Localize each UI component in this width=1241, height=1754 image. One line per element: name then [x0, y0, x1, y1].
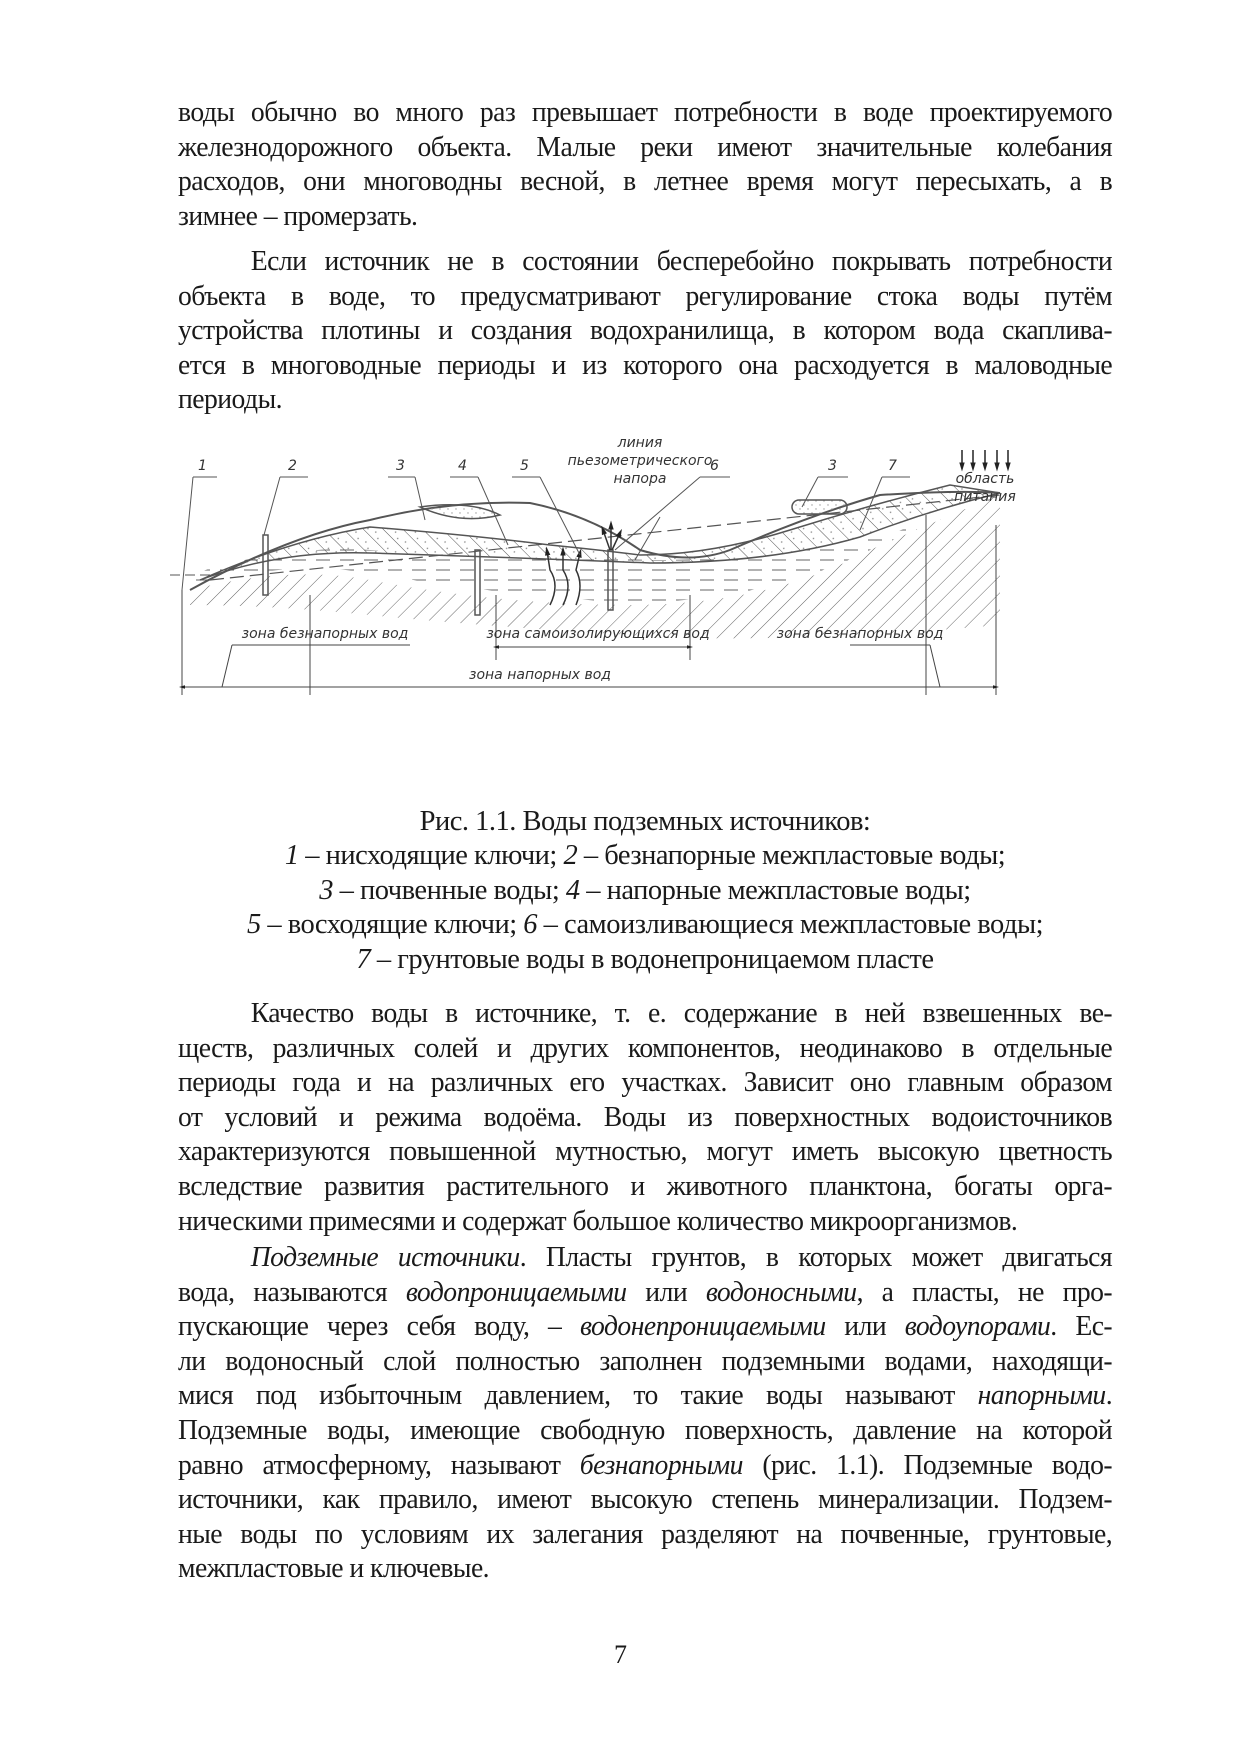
text-line: зимнее – промерзать.	[178, 200, 418, 232]
caption-text-2: – безнапорные межпластовые воды;	[577, 840, 1006, 872]
text-line: Качество воды в источнике, т. е. содержание в ней взвешенных ве-	[250, 998, 1113, 1029]
caption-title: Рис. 1.1. Воды подземных источников:	[419, 806, 871, 837]
recharge-arrows-icon	[962, 450, 1008, 467]
caption-num-4: 4	[565, 874, 580, 906]
text-line: ническими примесями и содержат большое количество микроорганизмов.	[178, 1205, 1018, 1237]
caption-text-1: – нисходящие ключи;	[298, 840, 564, 872]
caption-text-6: – самоизливающиеся межпластовые воды;	[537, 909, 1044, 941]
figure-caption	[178, 805, 1112, 977]
text-line: Если источник не в состоянии бесперебойно покрывать потребности	[250, 246, 1113, 277]
caption-line-1	[178, 839, 1112, 873]
text-line	[178, 1552, 1112, 1587]
callout-4: 4	[458, 458, 467, 474]
piezometric-label-2: пьезометрического	[567, 453, 713, 469]
text-line	[178, 1345, 1112, 1380]
recharge-label-1: область	[955, 471, 1015, 487]
recharge-label-2: питания	[954, 489, 1016, 505]
paragraph-2	[178, 245, 1112, 418]
caption-text-4: – напорные межпластовые воды;	[579, 874, 971, 906]
piezometric-label-3: напора	[613, 471, 667, 487]
text-line	[178, 1276, 1112, 1311]
text-line: объекта в воде, то предусматривают регулирование стока воды путём	[178, 280, 1113, 312]
text-run: ли водоносный слой полностью заполнен подземными водами, находящи-	[178, 1345, 1113, 1377]
text-run: . Ес-	[1050, 1311, 1113, 1343]
zone-unconfined-left: зона безнапорных вод	[241, 626, 409, 642]
piezometric-label-1: линия	[617, 435, 663, 451]
caption-num-5: 5	[246, 909, 261, 941]
text-run: . Пласты грунтов, в которых может двигаться	[519, 1242, 1113, 1273]
caption-line-4	[178, 943, 1112, 977]
text-line: устройства плотины и создания водохранилища, в котором вода скаплива-	[178, 315, 1113, 347]
caption-num-3: 3	[319, 874, 334, 906]
emphasized-term: безнапорными	[579, 1449, 743, 1481]
text-line: от условий и режима водоёма. Воды из поверхностных водоисточников	[178, 1101, 1113, 1133]
zone-unconfined-right: зона безнапорных вод	[776, 626, 944, 642]
text-run: источники, как правило, имеют высокую степень минерализации. Подзем-	[178, 1484, 1113, 1516]
callout-5: 5	[520, 458, 529, 474]
paragraph-1	[178, 96, 1112, 234]
text-line	[178, 1483, 1112, 1518]
emphasized-term: водопроницаемыми	[405, 1276, 627, 1308]
text-line: периоды.	[178, 384, 283, 416]
text-run: .	[1105, 1380, 1113, 1412]
zone-confined: зона напорных вод	[469, 667, 611, 683]
caption-text-5: – восходящие ключи;	[260, 909, 524, 941]
text-run: мися под избыточным давлением, то такие воды называют	[178, 1380, 978, 1412]
figure-groundwater-diagram	[170, 435, 1115, 775]
text-line: железнодорожного объекта. Малые реки имеют значительные колебания	[178, 131, 1113, 163]
text-run: вода, называются	[178, 1276, 406, 1308]
text-run: (рис. 1.1). Подземные водо-	[742, 1449, 1113, 1481]
callout-6: 6	[710, 458, 719, 474]
text-line: вследствие развития растительного и животного планктона, богаты орга-	[178, 1170, 1113, 1202]
caption-text-7: – грунтовые воды в водонепроницаемом пласте	[370, 943, 934, 975]
zone-self-isolating: зона самоизолирующихся вод	[486, 626, 710, 642]
emphasized-term: водоносными	[705, 1276, 857, 1308]
text-line: воды обычно во много раз превышает потребности в воде проектируемого	[178, 97, 1113, 128]
text-line: периоды года и на различных его участках. Зависит оно главным образом	[178, 1067, 1113, 1099]
text-line: ется в многоводные периоды и из которого она расходуется в маловодные	[178, 349, 1113, 381]
caption-line-3	[178, 908, 1112, 942]
text-line	[178, 1449, 1112, 1484]
text-line	[178, 1241, 1112, 1276]
caption-num-7: 7	[356, 943, 371, 975]
text-run: или	[626, 1276, 706, 1308]
text-run: , а пласты, не про-	[856, 1276, 1113, 1308]
page-number: 7	[614, 1640, 627, 1669]
emphasized-term: водонепроницаемыми	[579, 1311, 826, 1343]
text-line: расходов, они многоводны весной, в летнее время могут пересыхать, а в	[178, 166, 1113, 198]
paragraph-3	[178, 997, 1112, 1239]
text-line	[178, 1414, 1112, 1449]
text-run: равно атмосферному, называют	[178, 1449, 580, 1481]
text-line: ществ, различных солей и других компонентов, неодинаково в отдельные	[178, 1032, 1113, 1064]
text-line	[178, 1379, 1112, 1414]
text-line	[178, 1518, 1112, 1553]
callout-numbers	[198, 458, 897, 474]
caption-line-2	[178, 874, 1112, 908]
caption-num-1: 1	[284, 840, 299, 872]
caption-text-3: – почвенные воды;	[333, 874, 566, 906]
soil-water-lens-left	[420, 505, 500, 519]
emphasized-term: напорными	[977, 1380, 1106, 1412]
callout-3: 3	[396, 458, 405, 474]
text-line	[178, 1310, 1112, 1345]
text-run: Подземные воды, имеющие свободную поверхность, давление на которой	[178, 1414, 1113, 1446]
text-run: пускающие через себя воду, –	[178, 1311, 580, 1343]
text-line: характеризуются повышенной мутностью, могут иметь высокую цветность	[178, 1136, 1113, 1168]
emphasized-term: водоупорами	[904, 1311, 1051, 1343]
caption-num-2: 2	[563, 840, 578, 872]
callout-7: 7	[888, 458, 897, 474]
text-run: или	[825, 1311, 905, 1343]
callout-2: 2	[288, 458, 297, 474]
text-run: межпластовые и ключевые.	[178, 1553, 490, 1585]
paragraph-4	[178, 1241, 1112, 1587]
emphasized-term: Подземные источники	[250, 1242, 520, 1273]
callout-1: 1	[198, 458, 207, 474]
caption-num-6: 6	[523, 909, 538, 941]
text-run: ные воды по условиям их залегания разделяют на почвенные, грунтовые,	[178, 1518, 1113, 1550]
callout-3b: 3	[828, 458, 837, 474]
